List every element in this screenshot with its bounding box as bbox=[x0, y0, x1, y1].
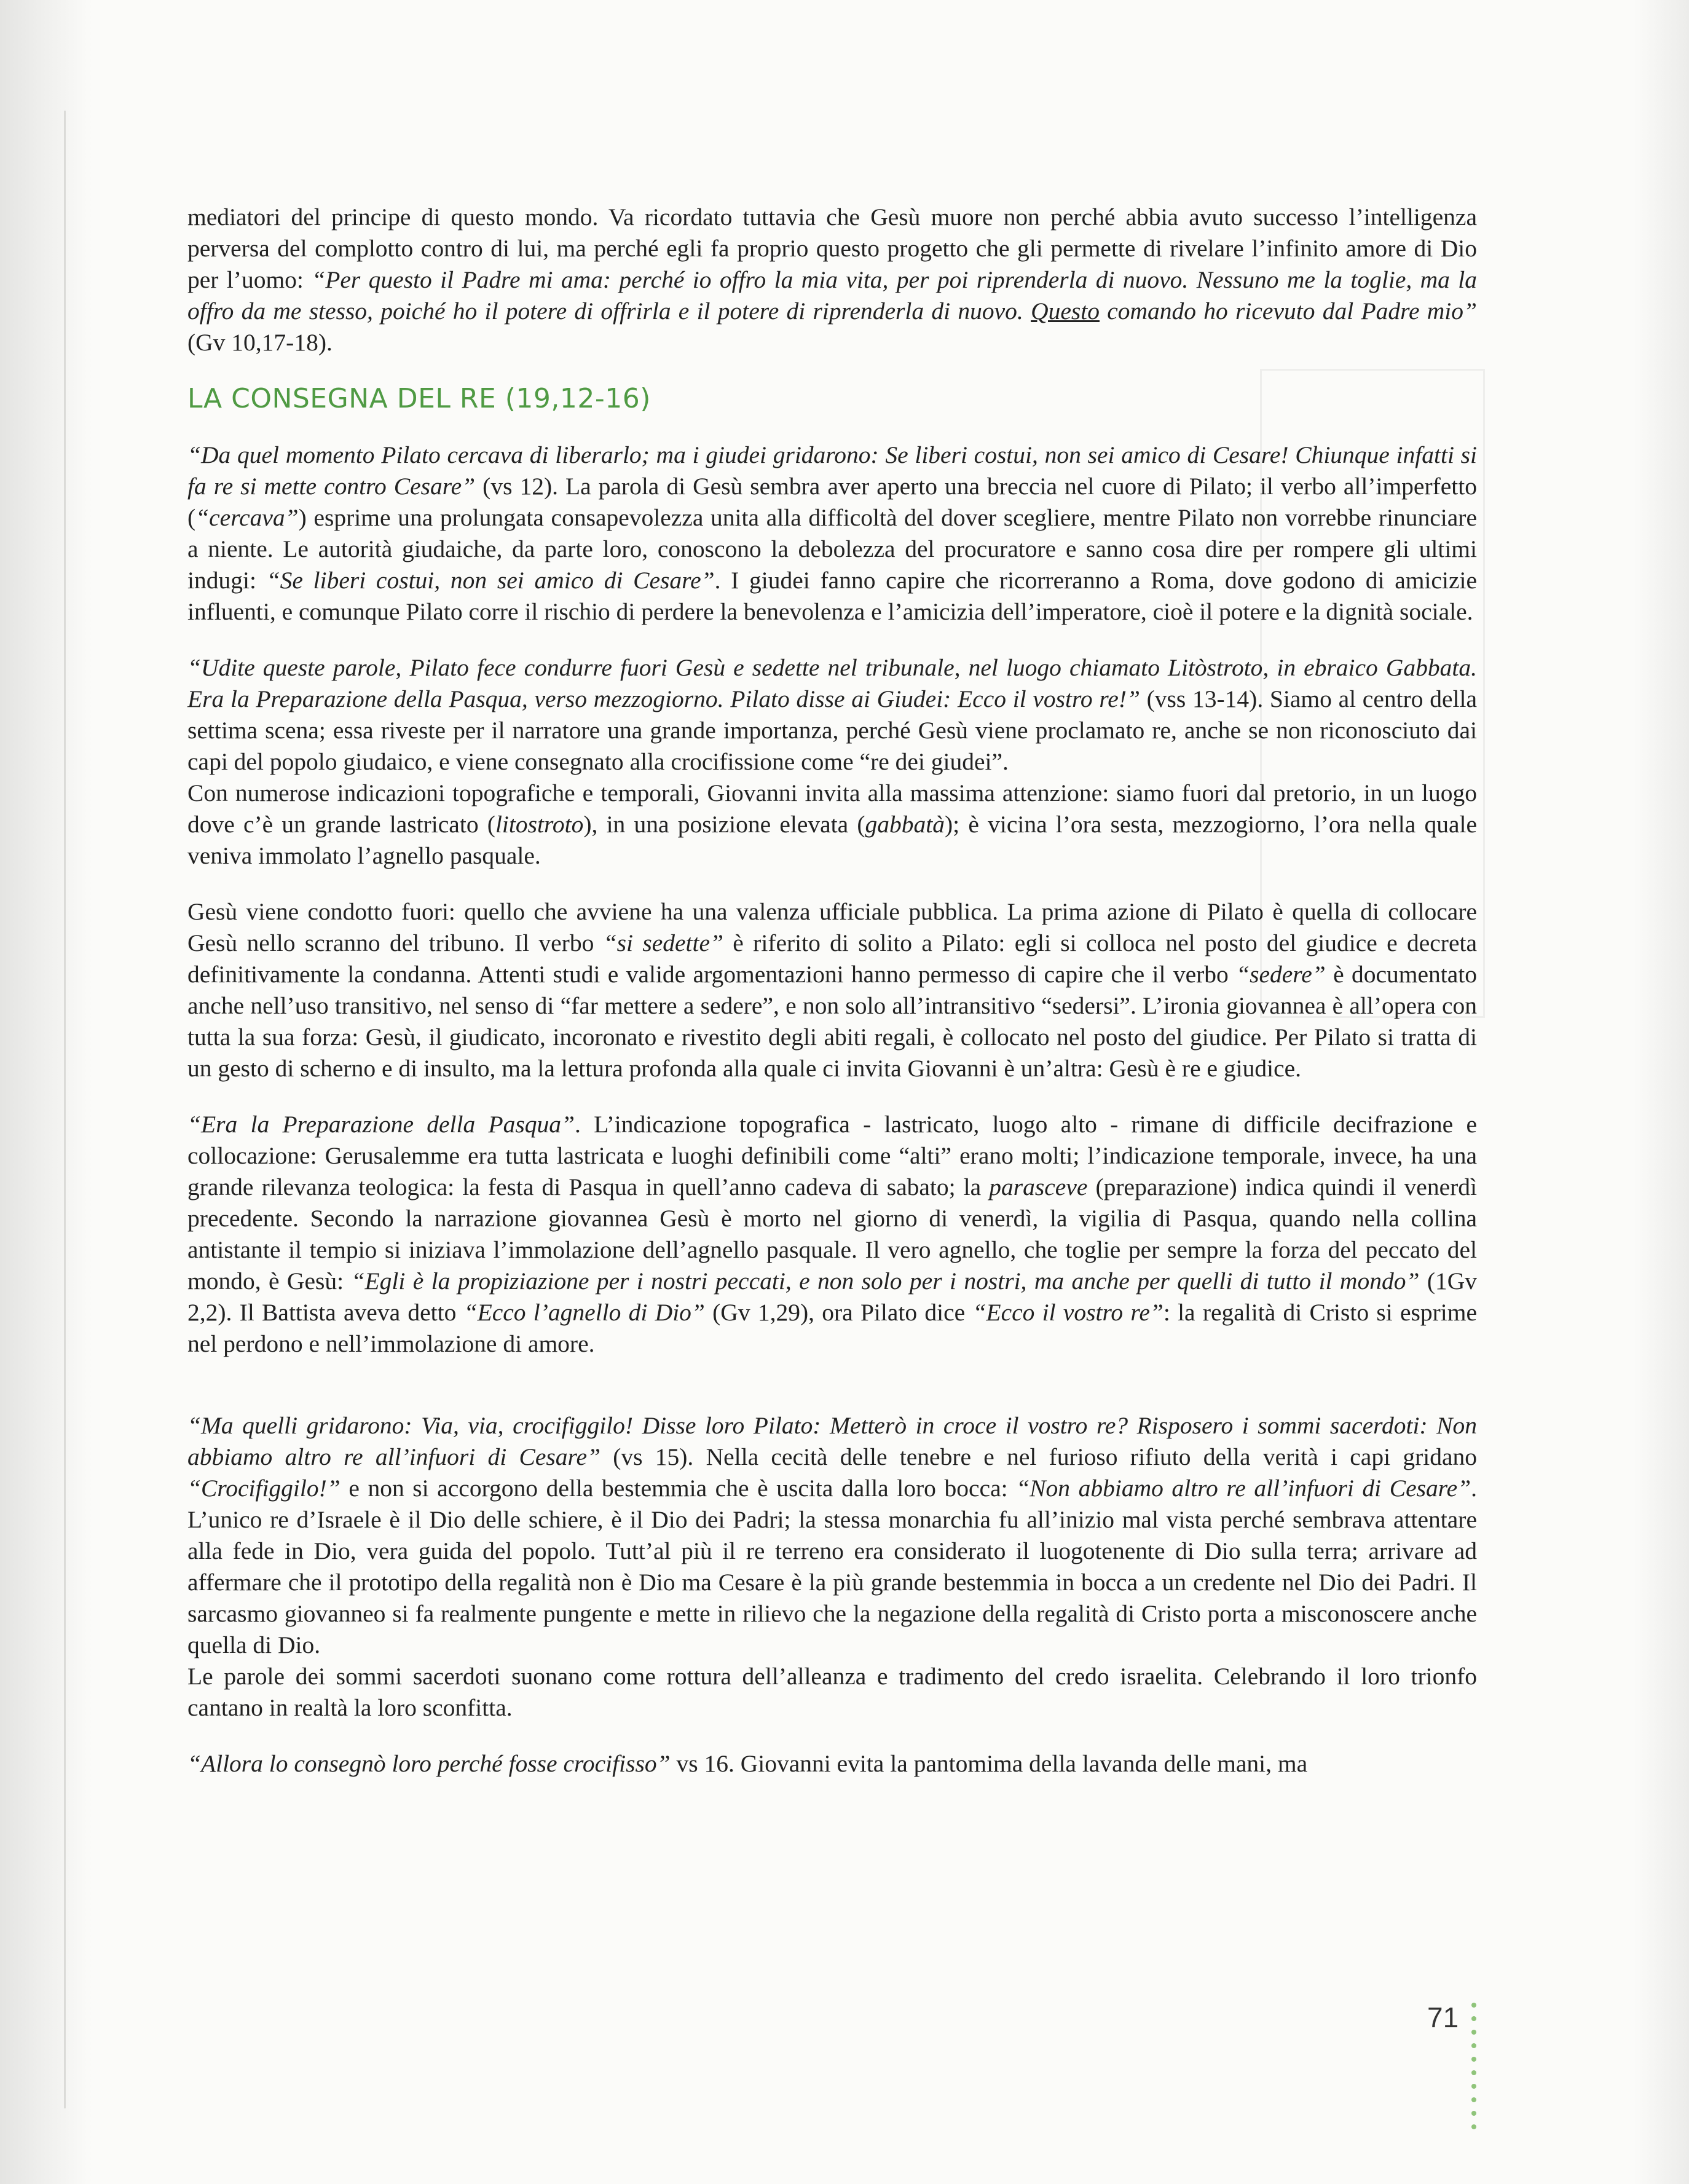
dot bbox=[1471, 2057, 1476, 2062]
paragraph-sommi-sacerdoti bbox=[187, 1661, 1477, 1724]
citation: (Gv 10,17-18). bbox=[187, 329, 333, 356]
text: Gesù viene condotto fuori: quello che avviene ha una valenza ufficiale pubblica. La prima azione di Pilato è quella di collocare Gesù nello scranno del tribuno. Il verbo bbox=[187, 898, 1477, 956]
quote: “cercava” bbox=[195, 504, 299, 531]
paragraph-vs15 bbox=[187, 1410, 1477, 1661]
section-heading: LA CONSEGNA DEL RE (19,12-16) bbox=[187, 383, 651, 414]
text: (vss 13-14). Siamo al centro della settima scena; essa riveste per il narratore una grande importanza, perché Gesù viene proclamato re, anche se non riconosciuto dai capi del popolo giudaico, e viene consegnato alla crocifissione come “re dei giudei”. bbox=[187, 685, 1477, 775]
dot bbox=[1471, 2070, 1476, 2075]
binding-gutter bbox=[0, 0, 92, 2184]
quote: “Ma quelli gridarono: Via, via, crocifiggilo! Disse loro Pilato: Metterò in croce il vostro re? Risposero i sommi sacerdoti: Non abbiamo altro re all’infuori di Cesare” bbox=[187, 1412, 1477, 1470]
dot bbox=[1471, 2003, 1476, 2008]
page-number: 71 bbox=[1427, 2001, 1459, 2033]
text: : la regalità di Cristo si esprime nel perdono e nell’immolazione di amore. bbox=[187, 1299, 1478, 1357]
quote: “Non abbiamo altro re all’infuori di Cesare” bbox=[1016, 1475, 1471, 1502]
text: (vs 15). Nella cecità delle tenebre e nel furioso rifiuto della verità i capi gridano bbox=[600, 1443, 1477, 1470]
dot bbox=[1471, 2124, 1476, 2129]
quote: “Udite queste parole, Pilato fece condurre fuori Gesù e sedette nel tribunale, nel luogo chiamato Litòstroto, in ebraico Gabbata. Era la Preparazione della Pasqua, verso mezzogiorno. Pilato disse ai Giudei: Ecco il vostro re!” bbox=[187, 654, 1477, 712]
paragraph-preparazione bbox=[187, 1109, 1477, 1360]
dot bbox=[1471, 2097, 1476, 2102]
text: (preparazione) indica quindi il venerdì precedente. Secondo la narrazione giovannea Gesù è morto nel giorno di venerdì, la vigilia di Pasqua, quando nella collina antistante il tempio si iniziava l’immolazione dell’agnello pasquale. Il vero agnello, che toglie per sempre la forza del peccato del mondo, è Gesù: bbox=[187, 1173, 1477, 1295]
dot bbox=[1471, 2084, 1476, 2089]
quote-gv-10-end: comando ho ricevuto dal Padre mio” bbox=[1099, 298, 1478, 325]
article-body bbox=[187, 202, 1477, 1780]
quote: “Se liberi costui, non sei amico di Cesare” bbox=[266, 567, 715, 594]
paragraph-topografia bbox=[187, 778, 1477, 872]
text: (Gv 1,29), ora Pilato dice bbox=[704, 1299, 973, 1326]
dot bbox=[1471, 2111, 1476, 2116]
term: gabbatà bbox=[865, 811, 945, 838]
quote-gv-10: “Per questo il Padre mi ama: perché io offro la mia vita, per poi riprenderla di nuovo. Nessuno me la toglie, ma la offro da me stesso, poiché ho il potere di offrirla e il potere di riprenderla di nuovo. bbox=[187, 266, 1478, 325]
text: (1Gv 2,2). Il Battista aveva detto bbox=[187, 1267, 1478, 1326]
dot bbox=[1471, 2016, 1476, 2021]
text: . I giudei fanno capire che ricorreranno a Roma, dove godono di amicizie influenti, e comunque Pilato corre il rischio di perdere la benevolenza e l’amicizia dell’imperatore, cioè il potere e la dignità sociale. bbox=[187, 567, 1477, 625]
paragraph-intro bbox=[187, 202, 1477, 358]
text: mediatori del principe di questo mondo. Va ricordato tuttavia che Gesù muore non perché abbia avuto successo l’intelligenza perversa del complotto contro di lui, ma perché egli fa proprio questo progetto che gli permette di rivelare l’infinito amore di Dio per l’uomo: bbox=[187, 203, 1477, 293]
text: ) esprime una prolungata consapevolezza unita alla difficoltà del dover scegliere, mentre Pilato non vorrebbe rinunciare a niente. Le autorità giudaiche, da parte loro, conoscono la debolezza del procuratore e sanno cosa dire per rompere gli ultimi indugi: bbox=[187, 504, 1477, 594]
quote: “Da quel momento Pilato cercava di liberarlo; ma i giudei gridarono: Se liberi costui, non sei amico di Cesare! Chiunque infatti si fa re si mette contro Cesare” bbox=[187, 441, 1477, 500]
text: (vs 12). La parola di Gesù sembra aver aperto una breccia nel cuore di Pilato; il verbo all’imperfetto ( bbox=[187, 473, 1477, 531]
term: litostroto bbox=[495, 811, 584, 838]
text: vs 16. Giovanni evita la pantomima della lavanda delle mani, ma bbox=[670, 1750, 1308, 1777]
quote: “Ecco l’agnello di Dio” bbox=[463, 1299, 705, 1326]
quote: “Era la Preparazione della Pasqua” bbox=[187, 1111, 575, 1138]
paragraph-vs12 bbox=[187, 440, 1477, 628]
quote: “Crocifiggilo!” bbox=[187, 1475, 341, 1502]
text: . L’unico re d’Israele è il Dio delle schiere, è il Dio dei Padri; la stessa monarchia fu all’inizio mal vista perché sembrava attentare alla fede in Dio, vera guida del popolo. Tutt’al più il re terreno era considerato il luogotenente di Dio sulla terra; arrivare ad affermare che il prototipo della regalità non è Dio ma Cesare è la più grande bestemmia in bocca a un credente nel Dio dei Padri. Il sarcasmo giovanneo si fa realmente pungente e mette in rilievo che la negazione della regalità di Cristo porta a misconoscere anche quella di Dio. bbox=[187, 1475, 1477, 1658]
quote: “Ecco il vostro re” bbox=[972, 1299, 1163, 1326]
text: è documentato anche nell’uso transitivo, nel senso di “far mettere a sedere”, e non solo all’intransitivo “sedersi”. L’ironia giovannea è all’opera con tutta la sua forza: Gesù, il giudicato, incoronato e rivestito degli abiti regali, è collocato nel posto del giudice. Per Pilato si tratta di un gesto di scherno e di insulto, ma la lettura profonda alla quale ci invita Giovanni è un’altra: Gesù è re e giudice. bbox=[187, 961, 1477, 1082]
text: Con numerose indicazioni topografiche e temporali, Giovanni invita alla massima attenzione: siamo fuori dal pretorio, in un luogo dove c’è un grande lastricato ( bbox=[187, 779, 1477, 838]
text: è riferito di solito a Pilato: egli si colloca nel posto del giudice e decreta definitivamente la condanna. Attenti studi e valide argomentazioni hanno permesso di capire che il verbo bbox=[187, 929, 1477, 988]
dot bbox=[1471, 2030, 1476, 2035]
text: . L’indicazione topografica - lastricato, luogo alto - rimane di difficile decifrazione e collocazione: Gerusalemme era tutta lastricata e luoghi definibili come “alti” erano molti; l’indicazione temporale, invece, ha una grande rilevanza teologica: la festa di Pasqua in quell’anno cadeva di sabato; la bbox=[187, 1111, 1477, 1200]
underlined-word: Questo bbox=[1031, 298, 1100, 325]
page-edge-shadow bbox=[1634, 0, 1689, 2184]
quote: “Allora lo consegnò loro perché fosse crocifisso” bbox=[187, 1750, 671, 1777]
text: e non si accorgono della bestemmia che è uscita dalla loro bocca: bbox=[340, 1475, 1017, 1502]
paragraph-vs13-14 bbox=[187, 652, 1477, 778]
quote: “si sedette” bbox=[603, 929, 723, 956]
text: Le parole dei sommi sacerdoti suonano come rottura dell’alleanza e tradimento del credo israelita. Celebrando il loro trionfo cantano in realtà la loro sconfitta. bbox=[187, 1663, 1477, 1721]
quote: “Egli è la propiziazione per i nostri peccati, e non solo per i nostri, ma anche per quelli di tutto il mondo” bbox=[351, 1267, 1420, 1295]
paragraph-vs16 bbox=[187, 1748, 1477, 1780]
text: ); è vicina l’ora sesta, mezzogiorno, l’ora nella quale veniva immolato l’agnello pasquale. bbox=[187, 811, 1478, 869]
text: ), in una posizione elevata ( bbox=[583, 811, 865, 838]
paragraph-sedere bbox=[187, 896, 1477, 1084]
quote: “sedere” bbox=[1236, 961, 1326, 988]
page-fold bbox=[64, 111, 66, 2108]
dot bbox=[1471, 2043, 1476, 2048]
term: parasceve bbox=[989, 1173, 1088, 1200]
